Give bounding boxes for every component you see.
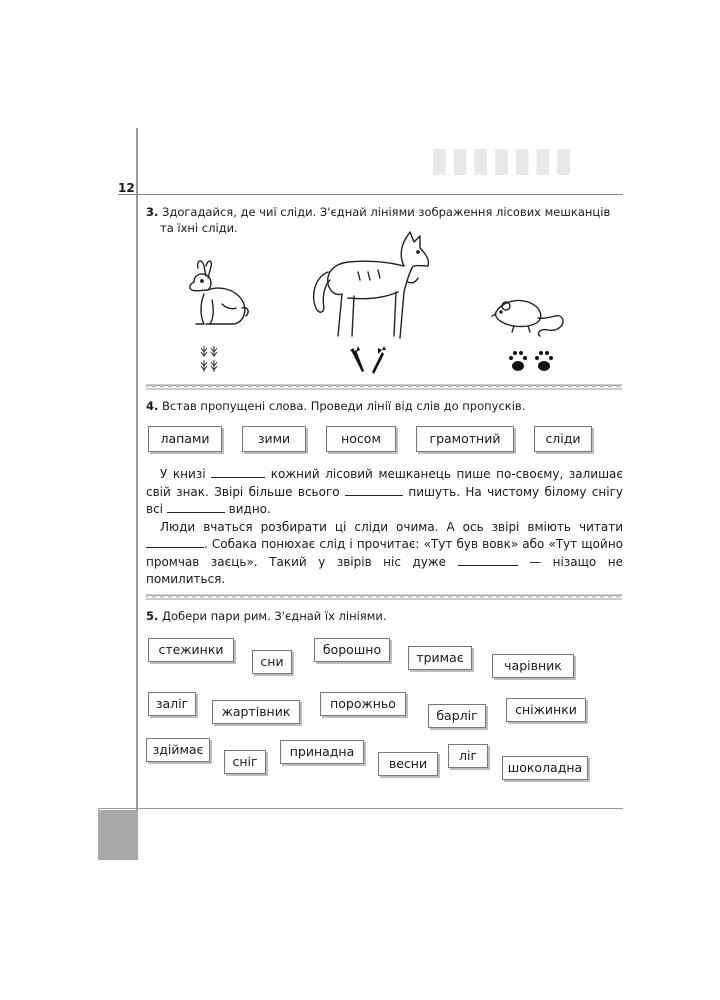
task-4-text: Встав пропущені слова. Проведи лінії від слів до пропусків. bbox=[162, 399, 526, 413]
wolf-icon[interactable] bbox=[308, 232, 436, 342]
rhyme-card[interactable]: заліг bbox=[148, 692, 196, 716]
word-card[interactable]: зими bbox=[242, 426, 306, 452]
ornamental-divider bbox=[146, 594, 622, 600]
gap-4[interactable] bbox=[146, 547, 204, 548]
para-1-text-a: У книзі bbox=[160, 467, 206, 481]
page-number: 12 bbox=[118, 181, 135, 195]
hare-tracks-icon[interactable] bbox=[198, 344, 222, 374]
rhyme-card[interactable]: сніжинки bbox=[506, 698, 586, 722]
gap-2[interactable] bbox=[345, 495, 403, 496]
task-4-number: 4. bbox=[146, 399, 159, 413]
para-1-text-c: пишуть. На чистому білому снігу всі bbox=[146, 484, 623, 516]
ornamental-divider bbox=[146, 384, 622, 390]
bleed-through-texture: ▮▮▮▮▮▮▮ bbox=[430, 140, 575, 180]
rhyme-card[interactable]: чарівник bbox=[492, 654, 574, 678]
para-1-text-b: кожний лісовий мешканець пише по-своєму, залишає свій знак. Звірі більше всього bbox=[146, 467, 623, 499]
mouse-icon[interactable] bbox=[492, 292, 568, 338]
task-5-number: 5. bbox=[146, 609, 159, 623]
gap-3[interactable] bbox=[167, 512, 225, 513]
task-3-text: Здогадайся, де чиї сліди. З'єднай лініями зображення лісових мешканців bbox=[162, 205, 611, 219]
header-rule bbox=[118, 194, 623, 195]
gap-5[interactable] bbox=[458, 565, 518, 566]
para-2-text-b: . Собака понюхає слід і прочитає: «Тут був вовк» або «Тут щойно промчав заєць». Такий у звірів ніс дуже bbox=[146, 537, 623, 569]
gap-1[interactable] bbox=[211, 477, 265, 478]
rhyme-card[interactable]: жартівник bbox=[212, 700, 300, 724]
task-3-number: 3. bbox=[146, 205, 159, 219]
margin-vertical-rule bbox=[136, 128, 138, 860]
word-card[interactable]: лапами bbox=[148, 426, 222, 452]
rhyme-card[interactable]: ліг bbox=[448, 744, 488, 768]
wolf-tracks-icon[interactable] bbox=[348, 344, 388, 376]
task-5-text: Добери пари рим. З'єднай їх лініями. bbox=[162, 609, 387, 623]
footer-gray-block bbox=[98, 810, 138, 860]
rhyme-card[interactable]: барліг bbox=[428, 704, 486, 728]
task-4-paragraph-1 bbox=[146, 466, 623, 589]
word-card[interactable]: сліди bbox=[534, 426, 592, 452]
rhyme-card[interactable]: порожньо bbox=[320, 692, 406, 716]
para-2-text-a: Люди вчаться розбирати ці сліди очима. А ось звірі вміють читати bbox=[160, 519, 623, 534]
task-3-text-line2: та їхні сліди. bbox=[160, 221, 238, 235]
rhyme-card[interactable]: весни bbox=[378, 752, 438, 776]
mouse-tracks-icon[interactable] bbox=[506, 346, 556, 376]
word-card[interactable]: носом bbox=[326, 426, 396, 452]
word-card[interactable]: грамотний bbox=[416, 426, 514, 452]
hare-icon[interactable] bbox=[176, 260, 256, 332]
task-4-instruction bbox=[146, 398, 622, 414]
rhyme-card[interactable]: сніг bbox=[224, 750, 266, 774]
rhyme-card[interactable]: борошно bbox=[314, 638, 390, 662]
para-1-text-d: видно. bbox=[228, 502, 271, 516]
rhyme-card[interactable]: стежинки bbox=[148, 638, 234, 662]
rhyme-card[interactable]: сни bbox=[252, 650, 292, 674]
rhyme-card[interactable]: тримає bbox=[408, 646, 472, 670]
rhyme-card[interactable]: здіймає bbox=[146, 738, 210, 762]
rhyme-card[interactable]: принадна bbox=[280, 740, 364, 764]
footer-rule bbox=[98, 808, 623, 809]
rhyme-card[interactable]: шоколадна bbox=[502, 756, 588, 780]
task-5-instruction bbox=[146, 608, 622, 624]
para-2-text-c: — нізащо не помилиться. bbox=[146, 554, 623, 586]
